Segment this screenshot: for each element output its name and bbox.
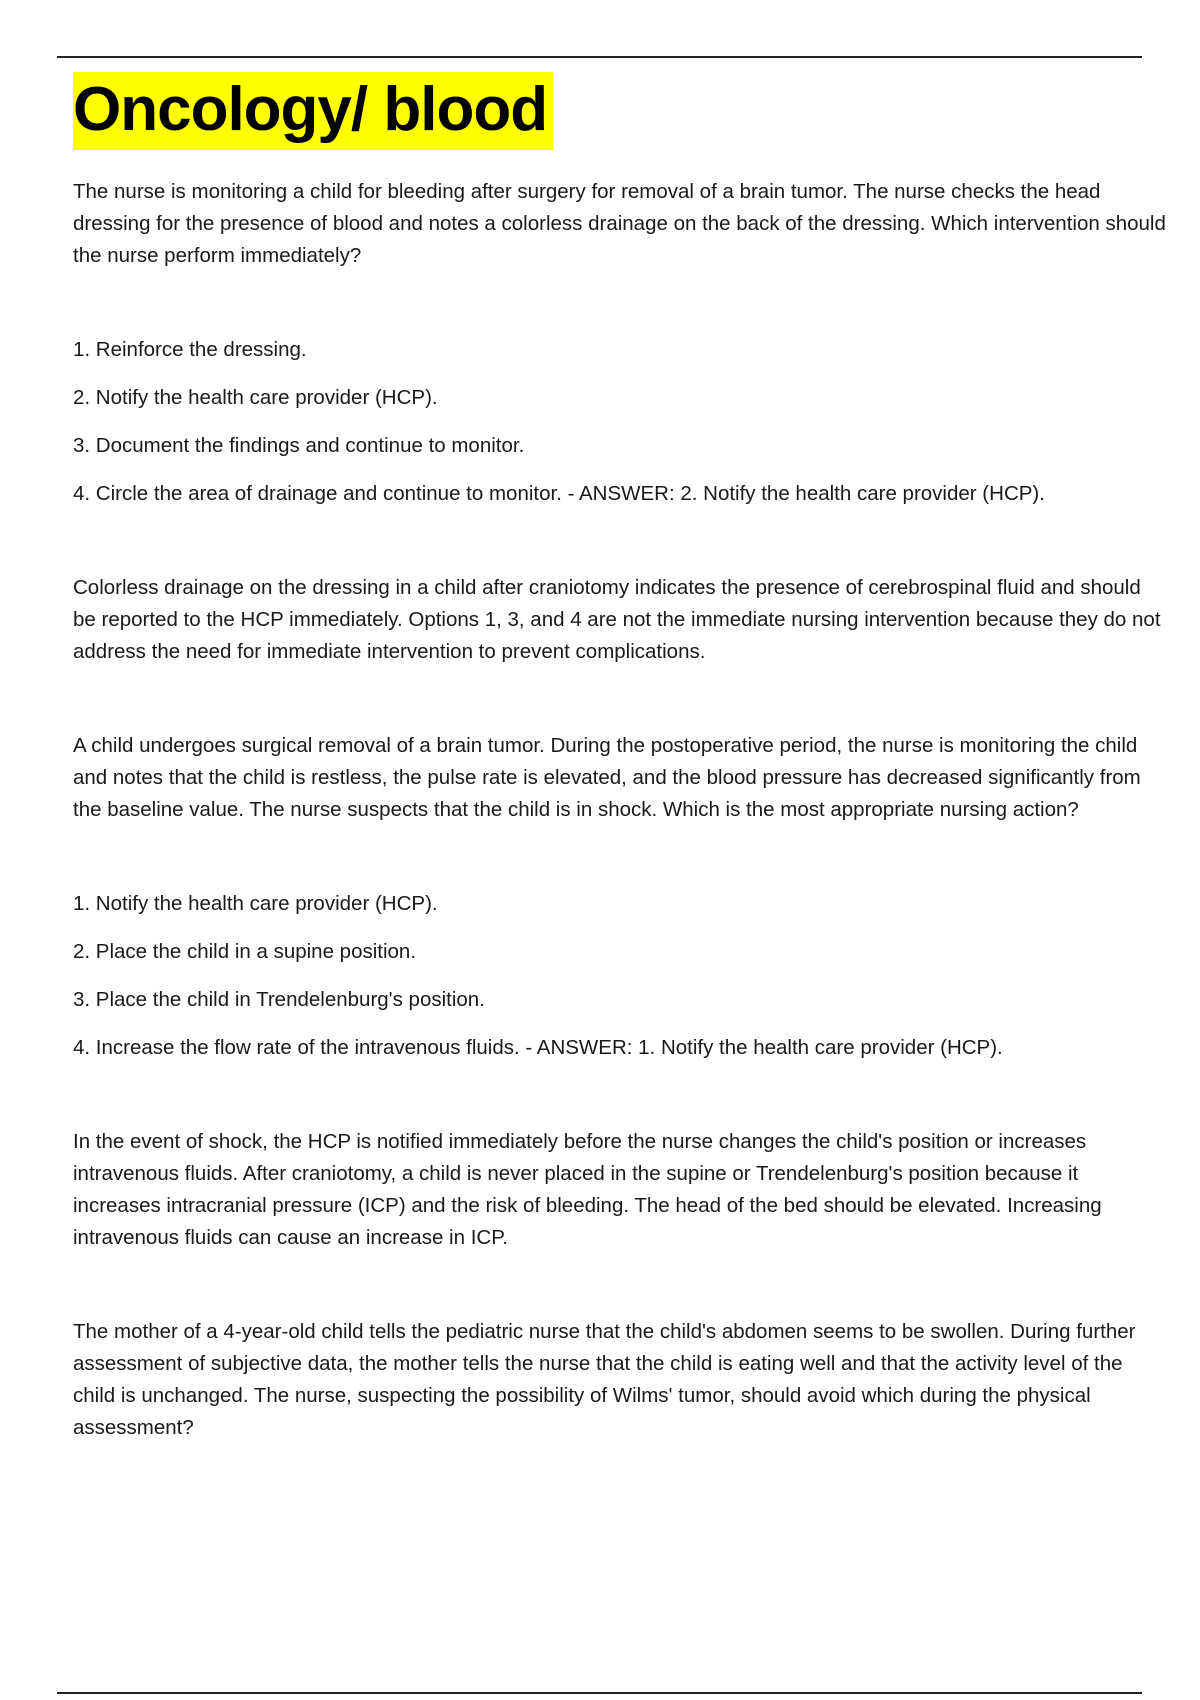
question-3: The mother of a 4-year-old child tells the pediatric nurse that the child's abdomen seems to be swollen. During further assessment of subjective data, the mother tells the nurse that the child is eating well and that the activity level of the child is unchanged. The nurse, suspecting the possibility of Wilms' tumor, should avoid which during the physical assessment? [73,1320,1136,1440]
question-2: A child undergoes surgical removal of a brain tumor. During the postoperative period, the nurse is monitoring the child and notes that the child is restless, the pulse rate is elevated, and the blood pressure has decreased significantly from the baseline value. The nurse suspects that the child is in shock. Which is the most appropriate nursing action? [73,734,1141,822]
question-1-option-3: 3. Document the findings and continue to monitor. [73,434,525,458]
page-title: Oncology/ blood [73,75,548,144]
bottom-rule [57,1692,1142,1694]
question-2-option-2: 2. Place the child in a supine position. [73,940,417,964]
title-highlight [73,72,553,150]
top-rule [57,56,1142,58]
question-1-option-1: 1. Reinforce the dressing. [73,338,307,362]
question-1-rationale: Colorless drainage on the dressing in a child after craniotomy indicates the presence of cerebrospinal fluid and should be reported to the HCP immediately. Options 1, 3, and 4 are not the immediate nursing intervention because they do not address the need for immediate intervention to prevent complications. [73,576,1161,664]
question-1: The nurse is monitoring a child for bleeding after surgery for removal of a brain tumor. The nurse checks the head dressing for the presence of blood and notes a colorless drainage on the back of the dressing. Which intervention should the nurse perform immediately? [73,180,1166,268]
question-2-option-1: 1. Notify the health care provider (HCP). [73,892,438,916]
question-2-rationale: In the event of shock, the HCP is notified immediately before the nurse changes the child's position or increases intravenous fluids. After craniotomy, a child is never placed in the supine or Trendelenburg's position because it increases intracranial pressure (ICP) and the risk of bleeding. The head of the bed should be elevated. Increasing intravenous fluids can cause an increase in ICP. [73,1130,1102,1250]
question-2-option-4-answer: 4. Increase the flow rate of the intravenous fluids. - ANSWER: 1. Notify the health care provider (HCP). [73,1036,1003,1060]
question-1-option-4-answer: 4. Circle the area of drainage and continue to monitor. - ANSWER: 2. Notify the health care provider (HCP). [73,482,1045,506]
question-2-option-3: 3. Place the child in Trendelenburg's position. [73,988,485,1012]
question-1-option-2: 2. Notify the health care provider (HCP). [73,386,438,410]
document-page [73,72,1168,1506]
